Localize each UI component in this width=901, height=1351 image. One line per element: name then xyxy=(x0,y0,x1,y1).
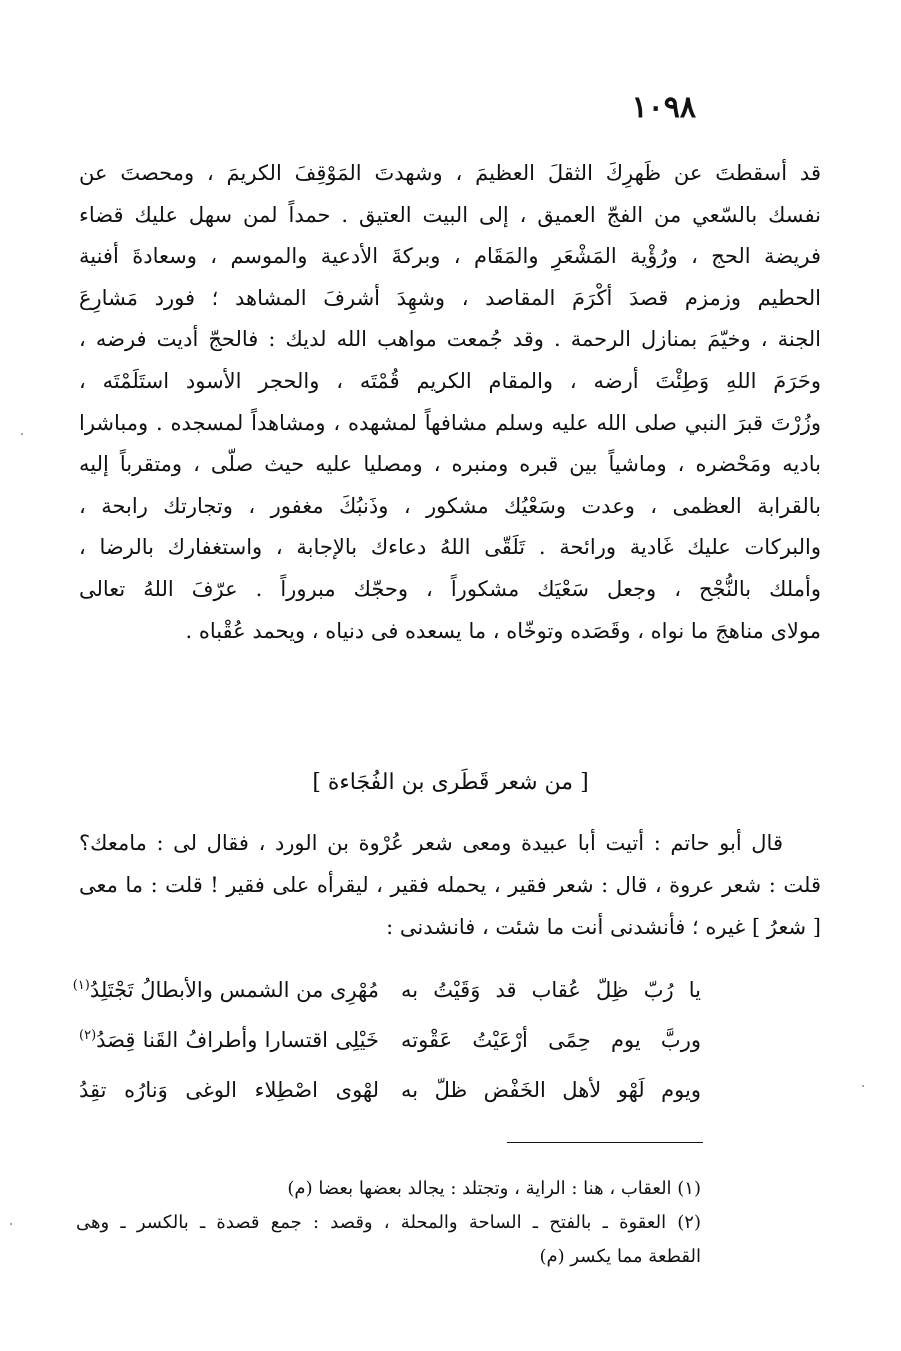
footnote-1 xyxy=(76,1172,701,1206)
prose-line: وزُرْتَ قبرَ النبي صلى الله عليه وسلم مشافهاً لمشهده ، ومشاهداً لمسجده . ومباشرا xyxy=(79,410,821,435)
footnotes xyxy=(76,1172,701,1274)
narrative-line: قال أبو حاتم : أتيت أبا عبيدة ومعى شعر عُرْوة بن الورد ، فقال لى : مامعك؟ xyxy=(79,831,783,855)
first-hemistich: وربَّ يوم حِمًى أرْعَيْتُ عَقْوته xyxy=(401,1028,701,1052)
section-heading: [ من شعر قَطَرى بن الفُجَاءة ] xyxy=(312,770,589,795)
first-hemistich: ويوم لَهْو لأهل الخَفْض ظلّ به xyxy=(401,1078,701,1102)
prose-line: باديه ومَحْضره ، وماشياً بين قبره ومنبره ، ومصليا عليه حيث صلّى ، ومتقرباً إليه xyxy=(79,452,821,477)
poem xyxy=(72,965,701,1115)
prose-block xyxy=(79,153,821,652)
poem-verse xyxy=(79,1015,701,1065)
second-hemistich xyxy=(79,1015,379,1065)
prose-line: بالقرابة العظمى ، وعدت وسَعْيُك مشكور ، وذَنبُكَ مغفور ، وتجارتك رابحة ، xyxy=(79,493,821,518)
narrative-line: [ شعرُ ] غيره ؛ فأنشدنى أنت ما شئت ، فانشدنى : xyxy=(386,915,821,939)
footnote-line: (٢) العقوة ـ بالفتح ـ الساحة والمحلة ، وقصد : جمع قصدة ـ بالكسر ـ وهى xyxy=(76,1212,701,1233)
footnote-2 xyxy=(76,1206,701,1274)
prose-line: الحطيم وزمزم قصدَ أكْرَمَ المقاصد ، وشهِدَ أشرفَ المشاهد ؛ فورد مَشارِعَ xyxy=(79,285,821,310)
first-hemistich: يا رُبّ ظِلّ عُقاب قد وَقَيْتُ به xyxy=(401,978,701,1002)
hemistich-text: خَيْلِى اقتسارا وأطرافُ القَنا قِصَدُ xyxy=(96,1028,379,1052)
prose-line: فريضة الحج ، ورُؤْية المَشْعَرِ والمَقَام ، وبركةَ الأدعية والموسم ، وسعادةَ أفنية xyxy=(79,244,821,269)
prose-line: قد أسقطتَ عن ظَهرِكَ الثقلَ العظيمَ ، وشهدتَ المَوْقِفَ الكريمَ ، ومحصتَ عن xyxy=(79,161,821,185)
prose-line: مولاى مناهجَ ما نواه ، وقَصَده وتوخّاه ، ما يسعده فى دنياه ، ويحمد عُقْباه . xyxy=(185,618,821,643)
second-hemistich xyxy=(72,965,379,1015)
prose-line: وحَرَمَ اللهِ وَطِئْتَ أرضه ، والمقام الكريم قُمْتَه ، والحجر الأسود استَلَمْتَه ، xyxy=(79,368,821,393)
paper-speck xyxy=(10,1223,12,1225)
paper-speck xyxy=(862,1085,864,1087)
hemistich-text: مُهْرِى من الشمس والأبطالُ تَجْتَلِدُ xyxy=(89,978,379,1002)
prose-line: وأملك بالنُّجْح ، وجعل سَعْيَك مشكوراً ، وحجّك مبروراً . عرّفَ اللهُ تعالى xyxy=(79,576,821,601)
prose-line: والبركات عليك غَادية ورائحة . تَلَقّى اللهُ دعاءك بالإجابة ، واستغفارك بالرضا ، xyxy=(79,535,821,560)
footnote-line: (١) العقاب ، هنا : الراية ، وتجتلد : يجالد بعضها بعضا (م) xyxy=(287,1178,701,1199)
poem-verse xyxy=(72,965,701,1015)
footnote-divider xyxy=(507,1142,703,1143)
poem-verse xyxy=(79,1065,701,1115)
footnote-line: القطعة مما يكسر (م) xyxy=(539,1246,701,1267)
narrative-line: قلت : شعر عروة ، قال : شعر فقير ، يحمله فقير ، ليقرأه على فقير ! قلت : ما معى xyxy=(79,873,821,897)
prose-line: نفسك بالسّعي من الفجّ العميق ، إلى البيت العتيق . حمداً لمن سهل عليك قضاء xyxy=(79,202,821,227)
prose-line: الجنة ، وخيّمَ بمنازل الرحمة . وقد جُمعت مواهب الله لديك : فالحجّ أديت فرضه ، xyxy=(79,327,821,352)
second-hemistich xyxy=(79,1065,379,1115)
footnote-marker: (٢) xyxy=(79,1028,97,1043)
paper-speck xyxy=(21,433,23,435)
hemistich-text: لهْوى اصْطِلاء الوغى وَنارُه تقِدُ xyxy=(79,1078,379,1102)
narrative-block xyxy=(79,822,821,948)
footnote-marker: (١) xyxy=(72,978,90,993)
page-number: ١٠٩٨ xyxy=(631,90,696,125)
